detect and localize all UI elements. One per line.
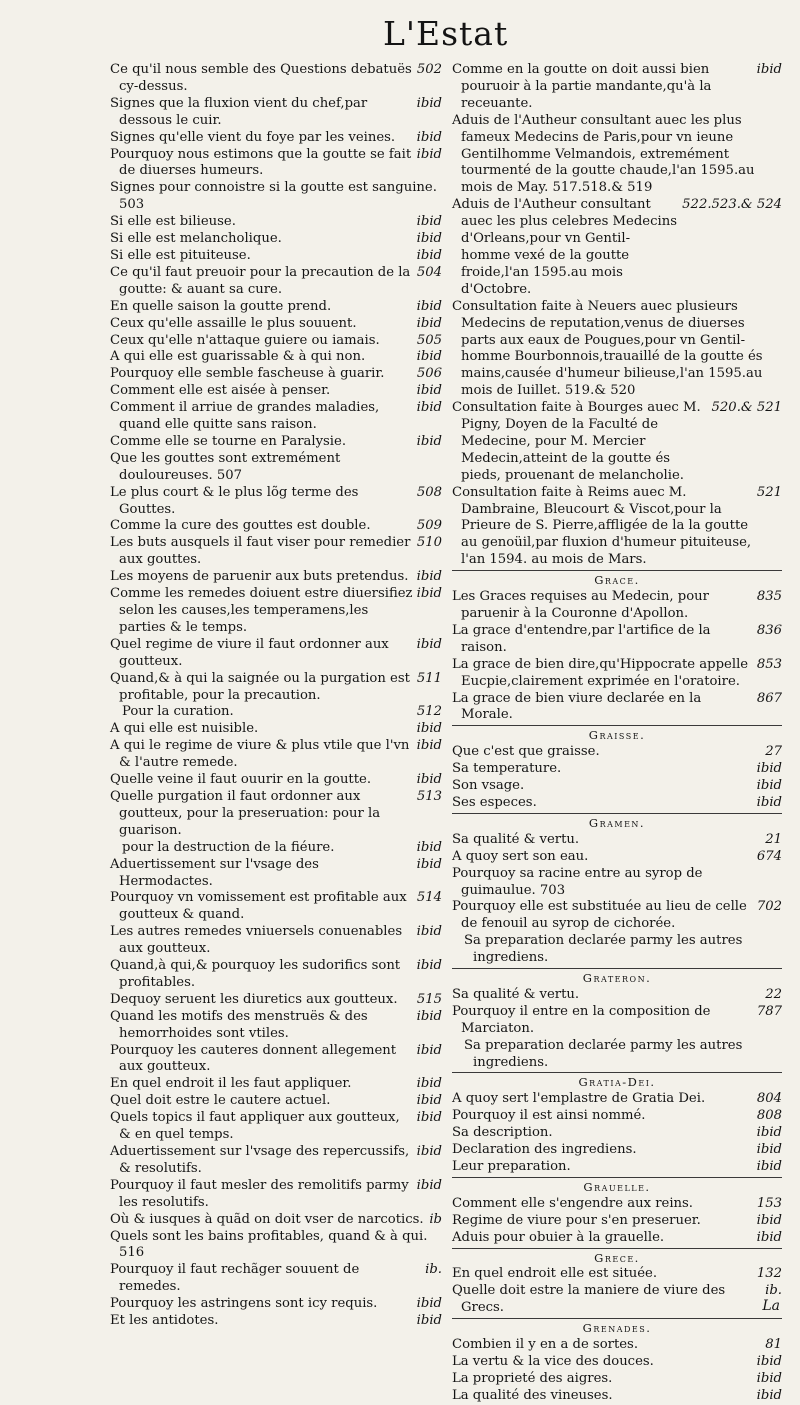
section-rule: [452, 1248, 782, 1249]
entry-page-ref: ibid: [756, 778, 782, 794]
entry-text: Si elle est melancholique.: [110, 231, 282, 247]
entry-text: Son vsage.: [452, 778, 525, 794]
entry-text: Aduis de l'Autheur consultant auec les plus celebres Medecins d'Orleans,pour vn Gentil-homme vexé de la goutte froide,l'an 1595.au mois d'Octobre.: [452, 197, 677, 297]
index-entry: [452, 744, 782, 761]
index-entry: [452, 1354, 782, 1371]
index-entry: [110, 857, 442, 891]
entry-text: Comme les remedes doiuent estre diuersifiez selon les causes,les temperamens,les parties & le temps.: [110, 586, 413, 635]
entry-page-ref: 520.& 521: [711, 400, 782, 416]
entry-text: Aduis de l'Autheur consultant auec les plus fameux Medecins de Paris,pour vn ieune Gentilhomme Velmandois, extremément tourmenté de la goutte chaude,l'an 1595.au mois de May. 517.518.& 519: [452, 112, 755, 196]
entry-page-ref: ibid: [416, 958, 442, 974]
entry-text: Pour la curation.: [122, 704, 234, 720]
entry-text: Si elle est bilieuse.: [110, 214, 236, 230]
entry-page-ref: 22: [765, 986, 782, 1002]
entry-page-ref: ibid: [756, 1353, 782, 1369]
index-entry: [110, 248, 442, 265]
entry-page-ref: 21: [765, 831, 782, 847]
index-column-left: [110, 62, 442, 1330]
entry-text: Quels topics il faut appliquer aux goutteux, & en quel temps.: [110, 1110, 400, 1143]
index-entry: [110, 518, 442, 535]
entry-text: Combien il y en a de sortes.: [452, 1337, 639, 1353]
index-entry: [110, 383, 442, 400]
index-entry: [110, 231, 442, 248]
entry-text: Consultation faite à Neuers auec plusieurs Medecins de reputation,venus de diuerses parts aux eaux de Pougues,pour vn Gentil-homme Bourbonnois,trauaillé de la goutte és mains,causée d'humeur bilieuse,l'an 1595.au mois de Iuillet. 519.& 520: [452, 298, 763, 399]
entry-text: Pourquoy il faut mesler des remolitifs parmy les resolutifs.: [110, 1177, 409, 1210]
entry-page-ref: ibid: [756, 1159, 782, 1174]
entry-text: Que les gouttes sont extremément douloureuses. 507: [110, 450, 341, 483]
index-entry: [110, 400, 442, 434]
entry-text: Les moyens de paruenir aux buts pretendus.: [110, 569, 409, 585]
index-entry: [452, 778, 782, 795]
entry-text: Quel regime de viure il faut ordonner aux goutteux.: [110, 636, 389, 669]
entry-text: Pourquoy les cauteres donnent allegement aux goutteux.: [110, 1042, 397, 1075]
entry-page-ref: 836: [756, 622, 782, 638]
section-rule: [452, 1177, 782, 1178]
entry-page-ref: ibid: [416, 1093, 442, 1109]
entry-text: En quelle saison la goutte prend.: [110, 298, 332, 314]
index-entry: [452, 657, 782, 691]
entry-page-ref: ib.: [425, 1262, 442, 1278]
entry-text: Le plus court & le plus lõg terme des Gouttes.: [110, 484, 359, 517]
index-entry: [110, 1009, 442, 1043]
entry-page-ref: ibid: [756, 1125, 782, 1141]
entry-text: Quand,à qui,& pourquoy les sudorifics sont profitables.: [110, 958, 401, 990]
index-entry: [452, 1159, 782, 1176]
entry-text: En quel endroit elle est située.: [452, 1266, 658, 1282]
entry-text: Quel doit estre le cautere actuel.: [110, 1093, 331, 1109]
entry-page-ref: ibid: [416, 400, 442, 416]
section-heading: Grenades.: [582, 1321, 652, 1336]
entry-page-ref: ibid: [416, 721, 442, 737]
entry-page-ref: ibid: [416, 586, 442, 602]
index-entry: [110, 992, 442, 1009]
entry-text: Ce qu'il faut preuoir pour la precaution de la goutte: & auant sa cure.: [110, 264, 411, 297]
index-entry: [452, 1196, 782, 1213]
entry-page-ref: ibid: [416, 231, 442, 247]
index-entry: [110, 1296, 442, 1313]
entry-page-ref: ibid: [416, 433, 442, 449]
entry-text: Signes que la fluxion vient du chef,par dessous le cuir.: [110, 95, 368, 128]
entry-page-ref: ibid: [416, 738, 442, 754]
index-entry: [110, 789, 442, 840]
entry-text: A qui elle est guarissable & à qui non.: [110, 349, 366, 365]
index-entry: [110, 1262, 442, 1296]
entry-text: Pourquoy il entre en la composition de Marciaton.: [452, 1003, 711, 1036]
index-entry: [452, 1091, 782, 1108]
index-entry: [452, 485, 782, 570]
index-entry: [452, 987, 782, 1004]
entry-text: Et les antidotes.: [110, 1313, 219, 1329]
entry-text: Ceux qu'elle n'attaque guiere ou iamais.: [110, 332, 380, 348]
entry-page-ref: ibid: [416, 95, 442, 111]
section-rule: [452, 725, 782, 726]
entry-page-ref: ibid: [756, 62, 782, 77]
entry-text: Aduertissement sur l'vsage des Hermodactes.: [110, 856, 319, 889]
entry-text: Si elle est pituiteuse.: [110, 247, 251, 263]
index-entry: [110, 924, 442, 958]
index-entry: [452, 1230, 782, 1247]
index-entry: [110, 738, 442, 772]
entry-page-ref: 514: [416, 890, 442, 906]
index-entry: [452, 1213, 782, 1230]
entry-page-ref: ibid: [416, 636, 442, 652]
index-entry: [110, 671, 442, 705]
entry-text: La proprieté des aigres.: [452, 1370, 613, 1386]
entry-page-ref: 808: [756, 1108, 782, 1124]
index-entry: [452, 299, 782, 400]
index-entry: [110, 333, 442, 350]
entry-text: A qui le regime de viure & plus vtile que l'vn & l'autre remede.: [110, 738, 410, 771]
entry-page-ref: ibid: [416, 772, 442, 788]
entry-page-ref: ibid: [416, 839, 442, 855]
section-heading: Gratia-Dei.: [578, 1075, 656, 1090]
entry-text: Consultation faite à Bourges auec M. Pigny, Doyen de la Faculté de Medecine, pour M. Mercier Medecin,atteint de la goutte és pieds, prouenant de melancholie.: [452, 400, 701, 483]
entry-text: Signes pour connoistre si la goutte est sanguine. 503: [110, 180, 437, 213]
entry-page-ref: ibid: [416, 1042, 442, 1058]
entry-text: Comme la cure des gouttes est double.: [110, 518, 371, 534]
index-entry: [110, 62, 442, 96]
entry-text: Quand les motifs des menstruës & des hemorrhoides sont vtiles.: [110, 1008, 368, 1041]
entry-text: Sa description.: [452, 1125, 553, 1141]
entry-text: Sa preparation declarée parmy les autres ingrediens.: [464, 933, 743, 966]
entry-page-ref: 506: [416, 366, 442, 382]
index-entry: [110, 890, 442, 924]
entry-text: Comme en la goutte on doit aussi bien pouruoir à la partie mandante,qu'à la receuante.: [452, 62, 712, 111]
entry-text: Sa qualité & vertu.: [452, 831, 580, 847]
entry-text: Pourquoy les astringens sont icy requis.: [110, 1296, 378, 1312]
entry-page-ref: 674: [756, 848, 782, 864]
index-entry: [452, 1125, 782, 1142]
entry-page-ref: 522.523.& 524: [682, 197, 782, 213]
entry-text: Comment il arriue de grandes maladies, quand elle quitte sans raison.: [110, 400, 380, 433]
entry-text: Les buts ausquels il faut viser pour remedier aux gouttes.: [110, 535, 411, 568]
entry-text: Les autres remedes vniuersels conuenables aux goutteux.: [110, 924, 403, 957]
entry-page-ref: 787: [756, 1003, 782, 1019]
entry-text: A qui elle est nuisible.: [110, 721, 259, 737]
entry-page-ref: ibid: [416, 349, 442, 365]
entry-page-ref: ibid: [416, 569, 442, 585]
index-entry: [110, 1093, 442, 1110]
entry-text: Aduis pour obuier à la grauelle.: [452, 1229, 665, 1245]
entry-page-ref: 27: [765, 744, 782, 760]
entry-page-ref: ibid: [756, 1387, 782, 1403]
entry-text: Aduertissement sur l'vsage des repercussifs, & resolutifs.: [110, 1144, 410, 1176]
index-entry: [110, 130, 442, 147]
entry-text: Pourquoy elle semble fascheuse à guarir.: [110, 366, 385, 382]
index-entry: [452, 589, 782, 623]
index-entry: [452, 1142, 782, 1159]
entry-text: Consultation faite à Reims auec M. Dambraine, Bleucourt & Viscot,pour la Prieure de S. Pierre,affligée de la la goutte au genoüil,par fluxion d'humeur pituiteuse, l'an 1594. au mois de Mars.: [452, 484, 752, 568]
index-entry: [452, 1038, 782, 1072]
entry-text: A quoy sert son eau.: [452, 848, 589, 864]
entry-text: Quand,& à qui la saignée ou la purgation est profitable, pour la precaution.: [110, 670, 410, 703]
entry-page-ref: ibid: [756, 761, 782, 777]
entry-text: La grace de bien dire,qu'Hippocrate appelle Eucpie,clairement exprimée en l'oratoire.: [452, 656, 749, 689]
entry-text: pour la destruction de la fiéure.: [122, 839, 335, 855]
entry-page-ref: ibid: [416, 1313, 442, 1329]
index-entry: [110, 265, 442, 299]
index-entry: [452, 113, 782, 198]
entry-page-ref: ibid: [416, 1110, 442, 1126]
entry-text: La qualité des vineuses.: [452, 1387, 613, 1403]
entry-page-ref: ibid: [416, 247, 442, 263]
entry-text: Quelle purgation il faut ordonner aux goutteux, pour la preseruation: pour la guarison.: [110, 788, 381, 838]
entry-text: Sa qualité & vertu.: [452, 986, 580, 1002]
running-head: L'Estat: [383, 14, 509, 53]
index-entry: [110, 1313, 442, 1330]
index-entry: [110, 96, 442, 130]
index-entry: [110, 721, 442, 738]
entry-page-ref: 515: [416, 991, 442, 1007]
entry-page-ref: ibid: [416, 383, 442, 399]
entry-text: Sa preparation declarée parmy les autres ingrediens.: [464, 1037, 743, 1070]
entry-page-ref: ibid: [416, 1144, 442, 1159]
entry-text: Dequoy seruent les diuretics aux goutteux.: [110, 991, 398, 1007]
index-entry: [110, 214, 442, 231]
entry-text: Comme elle se tourne en Paralysie.: [110, 433, 347, 449]
section-heading: Graisse.: [588, 728, 646, 743]
entry-text: Comment elle est aisée à penser.: [110, 383, 331, 399]
index-entry: [110, 840, 442, 857]
entry-page-ref: 804: [756, 1091, 782, 1107]
entry-page-ref: 853: [756, 656, 782, 672]
entry-text: Pourquoy il faut rechãger souuent de remedes.: [110, 1262, 360, 1295]
entry-page-ref: ib: [429, 1211, 442, 1227]
entry-page-ref: 521: [756, 484, 782, 500]
entry-page-ref: ibid: [416, 1076, 442, 1092]
entry-page-ref: ibid: [416, 298, 442, 314]
entry-text: Pourquoy vn vomissement est profitable aux goutteux & quand.: [110, 890, 407, 923]
entry-text: Où & iusques à quãd on doit vser de narcotics.: [110, 1211, 424, 1227]
entry-page-ref: ibid: [756, 794, 782, 810]
entry-page-ref: 153: [756, 1195, 782, 1211]
index-entry: [110, 704, 442, 721]
entry-text: Ceux qu'elle assaille le plus souuent.: [110, 315, 357, 331]
index-entry: [452, 1283, 782, 1317]
index-entry: [110, 1212, 442, 1229]
entry-page-ref: 502: [416, 62, 442, 77]
index-entry: [452, 1266, 782, 1283]
catchword: La: [762, 1298, 780, 1314]
entry-page-ref: ibid: [416, 924, 442, 940]
entry-page-ref: 510: [416, 535, 442, 551]
index-entry: [110, 451, 442, 485]
index-entry: [452, 761, 782, 778]
index-entry: [110, 958, 442, 992]
section-rule: [452, 570, 782, 571]
entry-page-ref: 509: [416, 518, 442, 534]
index-entry: [452, 62, 782, 113]
index-entry: [110, 1110, 442, 1144]
entry-page-ref: ibid: [756, 1370, 782, 1386]
entry-page-ref: 512: [416, 704, 442, 720]
index-entry: [110, 147, 442, 181]
entry-page-ref: 81: [765, 1337, 782, 1353]
entry-page-ref: 132: [756, 1266, 782, 1282]
index-entry: [110, 349, 442, 366]
index-entry: [110, 637, 442, 671]
index-entry: [110, 299, 442, 316]
entry-page-ref: ibid: [756, 1229, 782, 1245]
index-entry: [110, 1229, 442, 1263]
index-entry: [110, 485, 442, 519]
entry-page-ref: ibid: [416, 214, 442, 230]
entry-text: Pourquoy elle est substituée au lieu de celle de fenouil au syrop de cichorée.: [452, 899, 747, 932]
section-rule: [452, 1072, 782, 1073]
index-entry: [452, 1004, 782, 1038]
index-entry: [110, 1144, 442, 1178]
index-entry: [452, 1388, 782, 1405]
index-entry: [110, 1178, 442, 1212]
section-rule: [452, 1318, 782, 1319]
entry-text: A quoy sert l'emplastre de Gratia Dei.: [452, 1091, 706, 1107]
index-entry: [110, 180, 442, 214]
entry-text: Les Graces requises au Medecin, pour paruenir à la Couronne d'Apollon.: [452, 589, 709, 621]
entry-text: Leur preparation.: [452, 1159, 571, 1174]
index-entry: [452, 623, 782, 657]
index-entry: [110, 535, 442, 569]
entry-text: Quels sont les bains profitables, quand & à qui. 516: [110, 1228, 428, 1261]
entry-text: La vertu & la vice des douces.: [452, 1353, 654, 1369]
entry-page-ref: ibid: [416, 1008, 442, 1024]
entry-text: Que c'est que graisse.: [452, 744, 600, 760]
index-entry: [110, 569, 442, 586]
section-rule: [452, 813, 782, 814]
entry-page-ref: 508: [416, 484, 442, 500]
index-entry: [110, 586, 442, 637]
entry-text: Declaration des ingrediens.: [452, 1142, 637, 1158]
entry-page-ref: 513: [416, 788, 442, 804]
section-heading: Grece.: [594, 1250, 640, 1265]
index-entry: [452, 933, 782, 967]
index-entry: [452, 1371, 782, 1388]
index-entry: [452, 1337, 782, 1354]
entry-page-ref: 505: [416, 332, 442, 348]
entry-page-ref: ibid: [416, 315, 442, 331]
entry-text: La grace de bien viure declarée en la Morale.: [452, 690, 702, 723]
entry-text: Ce qu'il nous semble des Questions debatuës cy-dessus.: [110, 62, 412, 94]
entry-page-ref: ibid: [416, 129, 442, 145]
entry-page-ref: ibid: [756, 1142, 782, 1158]
entry-text: Quelle doit estre la maniere de viure des Grecs.: [452, 1283, 726, 1316]
index-entry: [452, 899, 782, 933]
entry-text: La grace d'entendre,par l'artifice de la raison.: [452, 622, 711, 655]
index-entry: [452, 691, 782, 725]
index-entry: [452, 400, 782, 485]
entry-page-ref: ib.: [765, 1283, 782, 1299]
entry-page-ref: ibid: [416, 1177, 442, 1193]
entry-text: Ses especes.: [452, 794, 537, 810]
entry-text: Pourquoy il est ainsi nommé.: [452, 1108, 646, 1124]
section-rule: [452, 968, 782, 969]
index-entry: [110, 434, 442, 451]
entry-text: Quelle veine il faut ouurir en la goutte.: [110, 772, 372, 788]
entry-page-ref: ibid: [416, 1296, 442, 1312]
index-entry: [452, 832, 782, 849]
section-heading: Grauelle.: [583, 1179, 651, 1194]
section-heading: Grateron.: [582, 971, 652, 986]
entry-text: Signes qu'elle vient du foye par les veines.: [110, 129, 396, 145]
index-entry: [110, 316, 442, 333]
index-entry: [110, 1076, 442, 1093]
index-entry: [452, 795, 782, 812]
index-entry: [110, 772, 442, 789]
entry-text: En quel endroit il les faut appliquer.: [110, 1076, 352, 1092]
entry-text: Regime de viure pour s'en preseruer.: [452, 1212, 701, 1228]
section-heading: Grace.: [594, 573, 640, 588]
index-entry: [452, 197, 782, 298]
entry-text: Comment elle s'engendre aux reins.: [452, 1195, 694, 1211]
index-entry: [110, 366, 442, 383]
entry-page-ref: 867: [756, 690, 782, 706]
index-entry: [452, 849, 782, 866]
entry-page-ref: 504: [416, 264, 442, 280]
index-entry: [452, 1108, 782, 1125]
index-entry: [452, 866, 782, 900]
entry-text: Pourquoy nous estimons que la goutte se fait de diuerses humeurs.: [110, 146, 412, 179]
entry-page-ref: 835: [756, 589, 782, 605]
index-entry: [110, 1043, 442, 1077]
entry-text: Sa temperature.: [452, 761, 562, 777]
entry-text: Pourquoy sa racine entre au syrop de guimaulue. 703: [452, 865, 703, 898]
section-heading: Gramen.: [588, 815, 646, 830]
entry-page-ref: 511: [416, 670, 442, 686]
entry-page-ref: 702: [756, 899, 782, 915]
entry-page-ref: ibid: [416, 856, 442, 872]
entry-page-ref: ibid: [416, 146, 442, 162]
index-column-right: [452, 62, 782, 1405]
entry-page-ref: ibid: [756, 1212, 782, 1228]
